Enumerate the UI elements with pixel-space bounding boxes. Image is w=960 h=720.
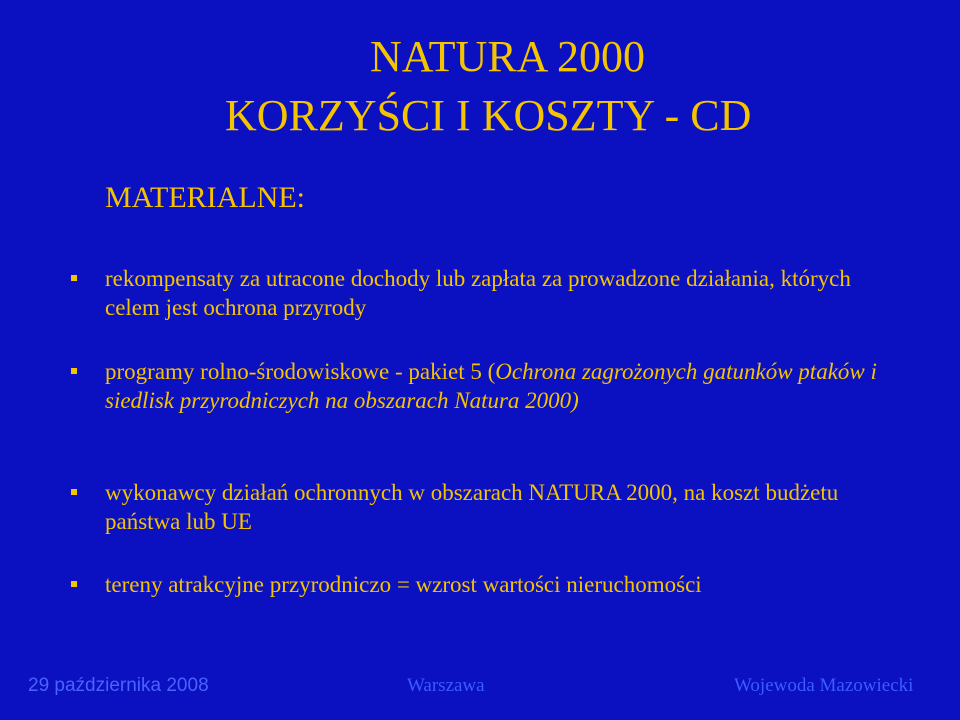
bullet-item-agri-environment: [105, 357, 895, 415]
square-bullet-icon: [71, 368, 77, 374]
bullet-item-property-value: [105, 570, 895, 599]
bullet-text: rekompensaty za utracone dochody lub zapłata za prowadzone działania, których celem jest ochrona przyrody: [105, 266, 851, 320]
bullet-item-compensation: [105, 264, 895, 322]
slide-title-line-1: NATURA 2000: [370, 32, 646, 81]
square-bullet-icon: [71, 275, 77, 281]
footer-date: 29 października 2008: [28, 675, 209, 696]
bullet-text-plain: programy rolno-środowiskowe - pakiet 5 (: [105, 359, 496, 384]
bullet-text-italic: Ochrona zagrożonych gatunków ptaków i siedlisk przyrodniczych na obszarach Natura 2000): [105, 359, 877, 413]
bullet-text: wykonawcy działań ochronnych w obszarach NATURA 2000, na koszt budżetu państwa lub UE: [105, 480, 839, 534]
square-bullet-icon: [71, 581, 77, 587]
footer-author: Wojewoda Mazowiecki: [734, 675, 914, 696]
bullet-text: tereny atrakcyjne przyrodniczo = wzrost wartości nieruchomości: [105, 572, 702, 597]
slide-title-line-2: KORZYŚCI I KOSZTY - CD: [225, 91, 752, 140]
square-bullet-icon: [71, 489, 77, 495]
bullet-item-contractors: [105, 478, 895, 536]
footer-place: Warszawa: [407, 675, 485, 696]
section-heading: MATERIALNE:: [105, 181, 305, 214]
